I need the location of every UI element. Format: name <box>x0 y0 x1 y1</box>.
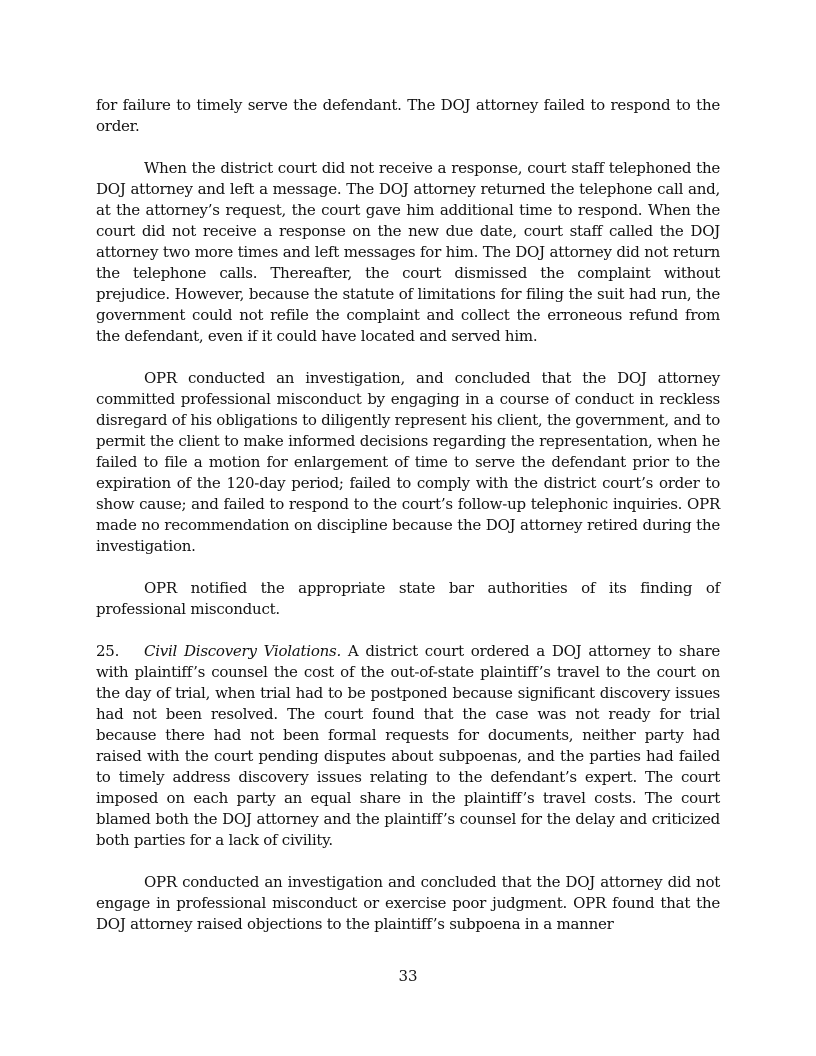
item-number: 25. <box>96 642 120 660</box>
paragraph-opr-finding: OPR conducted an investigation, and concluded that the DOJ attorney committed professional misconduct by engaging in a course of conduct in reckless disregard of his obligations to diligently represent his client, the government, and to permit the client to make informed decisions regarding the representation, when he failed to file a motion for enlargement of time to serve the defendant prior to the expiration of the 120-day period; failed to comply with the district court’s order to show cause; and failed to respond to the court’s follow-up telephonic inquiries. OPR made no recommendation on discipline because the DOJ attorney retired during the investigation. <box>96 369 720 555</box>
page-number: 33 <box>398 967 418 985</box>
paragraph-opr-conclusion: OPR conducted an investigation and concluded that the DOJ attorney did not engage in professional misconduct or exercise poor judgment. OPR found that the DOJ attorney raised objections to the plaintiff’s subpoena in a manner <box>96 873 720 933</box>
item-body: A district court ordered a DOJ attorney to share with plaintiff’s counsel the cost of the out-of-state plaintiff’s travel to the court on the day of trial, when trial had to be postponed because significant discovery issues had not been resolved. The court found that the case was not ready for trial because there had not been formal requests for documents, neither party had raised with the court pending disputes about subpoenas, and the parties had failed to timely address discovery issues relating to the defendant’s expert. The court imposed on each party an equal share in the plaintiff’s travel costs. The court blamed both the DOJ attorney and the plaintiff’s counsel for the delay and criticized both parties for a lack of civility. <box>96 642 720 849</box>
document-page <box>96 95 720 956</box>
paragraph-item-25 <box>96 641 720 851</box>
paragraph-continuation: for failure to timely serve the defendant. The DOJ attorney failed to respond to the order. <box>96 96 720 135</box>
paragraph-court-contact: When the district court did not receive a response, court staff telephoned the DOJ attorney and left a message. The DOJ attorney returned the telephone call and, at the attorney’s request, the court gave him additional time to respond. When the court did not receive a response on the new due date, court staff called the DOJ attorney two more times and left messages for him. The DOJ attorney did not return the telephone calls. Thereafter, the court dismissed the complaint without prejudice. However, because the statute of limitations for filing the suit had run, the government could not refile the complaint and collect the erroneous refund from the defendant, even if it could have located and served him. <box>96 159 720 345</box>
paragraph-bar-notification: OPR notified the appropriate state bar authorities of its finding of professional misconduct. <box>96 579 720 618</box>
item-title: Civil Discovery Violations. <box>144 642 341 660</box>
